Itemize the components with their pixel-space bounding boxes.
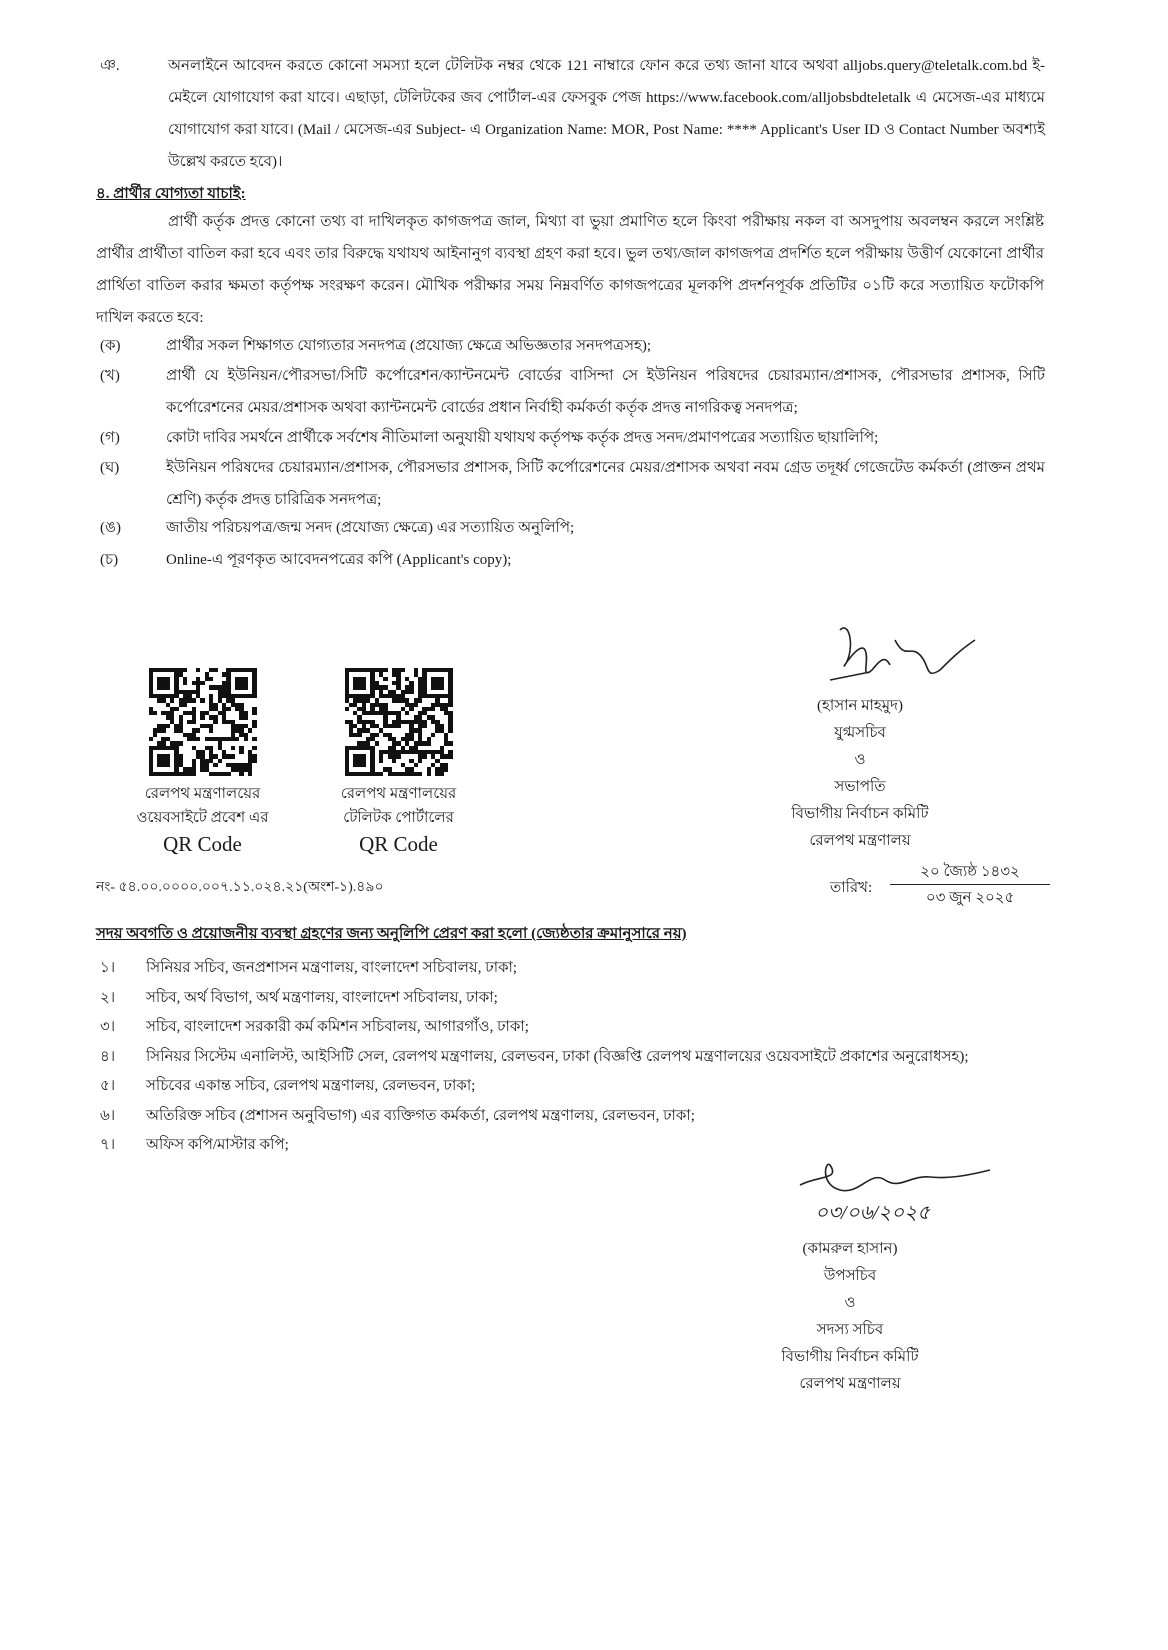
signatory-2-block <box>745 1236 955 1398</box>
item-marker: ঞ. <box>100 58 120 74</box>
qr-code-image <box>345 668 453 776</box>
list-text: জাতীয় পরিচয়পত্র/জন্ম সনদ (প্রযোজ্য ক্ষেত্রে) এর সত্যায়িত অনুলিপি; <box>166 520 575 536</box>
item-nya <box>100 50 1045 178</box>
list-item <box>100 452 1045 516</box>
list-item <box>100 330 1045 362</box>
qr-label: QR Code <box>359 832 438 856</box>
signatory-1-block <box>760 693 960 855</box>
copy-text: সিনিয়র সচিব, জনপ্রশাসন মন্ত্রণালয়, বাংলাদেশ সচিবালয়, ঢাকা; <box>146 960 518 976</box>
copy-number: ১। <box>100 960 116 976</box>
list-marker: (ঙ) <box>100 520 121 536</box>
list-item <box>100 422 1045 454</box>
signatory-name: (হাসান মাহমুদ) <box>817 698 903 714</box>
copies-heading: সদয় অবগতি ও প্রয়োজনীয় ব্যবস্থা গ্রহণের জন্য অনুলিপি প্রেরণ করা হলো (জ্যেষ্ঠতার ক্রমানুসারে নয়) <box>96 926 687 942</box>
signatory-role: সদস্য সচিব <box>816 1322 884 1338</box>
signatory-designation: উপসচিব <box>823 1268 877 1284</box>
date-bangla: ২০ জ্যৈষ্ঠ ১৪৩২ <box>890 860 1050 885</box>
copy-text: অতিরিক্ত সচিব (প্রশাসন অনুবিভাগ) এর ব্যক্তিগত কর্মকর্তা, রেলপথ মন্ত্রণালয়, রেলভবন, ঢাকা; <box>146 1107 695 1124</box>
date-english: ০৩ জুন ২০২৫ <box>925 890 1015 906</box>
signatory-and: ও <box>844 1295 856 1311</box>
copy-number: ৫। <box>100 1078 116 1094</box>
memo-number: নং- ৫৪.০০.০০০০.০০৭.১১.০২৪.২১(অংশ-১).৪৯০ <box>96 880 384 895</box>
signatory-name: (কামরুল হাসান) <box>802 1241 898 1257</box>
qr-block-portal <box>316 668 481 858</box>
copy-text: সিনিয়র সিস্টেম এনালিস্ট, আইসিটি সেল, রেলপথ মন্ত্রণালয়, রেলভবন, ঢাকা (বিজ্ঞপ্তি রেলপথ মন্ত্রণালয়ের ওয়েবসাইটে প্রকাশের অনুরোধসহ); <box>146 1048 969 1065</box>
signatory-ministry: রেলপথ মন্ত্রণালয় <box>799 1376 901 1392</box>
item-nya-text: অনলাইনে আবেদন করতে কোনো সমস্যা হলে টেলিটক নম্বর থেকে 121 নাম্বারে ফোন করে তথ্য জানা যাবে অথবা alljobs.query@teletalk.com.bd ই-মেইলে যোগাযোগ করা যাবে। এছাড়া, টেলিটকের জব পোর্টাল-এর ফেসবুক পেজ https://www.facebook.com/alljobsbdteletalk এ মেসেজ-এর মাধ্যমে যোগাযোগ করা যাবে। (Mail / মেসেজ-এর Subject- এ Organization Name: MOR, Post Name: **** Applicant's User ID ও Contact Number অবশ্যই উল্লেখ করতে হবে)। <box>168 58 1045 170</box>
qr-code-image <box>149 668 257 776</box>
copy-text: অফিস কপি/মাস্টার কপি; <box>146 1137 289 1153</box>
copy-number: ৩। <box>100 1019 116 1035</box>
list-text: প্রার্থী যে ইউনিয়ন/পৌরসভা/সিটি কর্পোরেশন/ক্যান্টনমেন্ট বোর্ডের বাসিন্দা সে ইউনিয়ন পরিষদের চেয়ারম্যান/প্রশাসক, পৌরসভার প্রশাসক, সিটি কর্পোরেশনের মেয়র/প্রশাসক অথবা ক্যান্টনমেন্ট বোর্ডের প্রধান নির্বাহী কর্মকর্তা কর্তৃক প্রদত্ত নাগরিকত্ব সনদপত্র; <box>166 368 1045 416</box>
signatory-role: সভাপতি <box>834 779 886 795</box>
section-paragraph: প্রার্থী কর্তৃক প্রদত্ত কোনো তথ্য বা দাখিলকৃত কাগজপত্র জাল, মিথ্যা বা ভুয়া প্রমাণিত হলে কিংবা পরীক্ষায় নকল বা অসদুপায় অবলম্বন করলে সংশ্লিষ্ট প্রার্থীর প্রার্থীতা বাতিল করা হবে এবং তার বিরুদ্ধে যথাযথ আইনানুগ ব্যবস্থা গ্রহণ করা হবে। ভুল তথ্য/জাল কাগজপত্র প্রদর্শিত হলে পরীক্ষায় উত্তীর্ণ যেকোনো প্রার্থীর প্রার্থিতা বাতিল করার ক্ষমতা কর্তৃপক্ষ সংরক্ষণ করেন। মৌখিক পরীক্ষার সময় নিম্নবর্ণিত কাগজপত্রের মূলকপি প্রদর্শনপূর্বক প্রতিটির ০১টি করে সত্যায়িত ফটোকপি দাখিল করতে হবে: <box>96 214 1044 326</box>
list-marker: (ক) <box>100 338 121 354</box>
list-text: প্রার্থীর সকল শিক্ষাগত যোগ্যতার সনদপত্র (প্রযোজ্য ক্ষেত্রে অভিজ্ঞতার সনদপত্রসহ); <box>166 338 652 354</box>
signature-1 <box>810 610 990 700</box>
list-marker: (খ) <box>100 368 120 384</box>
signatory-and: ও <box>854 752 866 768</box>
qr-caption: ওয়েবসাইটে প্রবেশ এর <box>136 810 269 826</box>
qr-block-website <box>120 668 285 858</box>
list-marker: (ঘ) <box>100 460 120 476</box>
signatory-designation: যুগ্মসচিব <box>834 725 886 741</box>
qr-caption: রেলপথ মন্ত্রণালয়ের <box>340 786 457 802</box>
list-text: কোটা দাবির সমর্থনে প্রার্থীকে সর্বশেষ নীতিমালা অনুযায়ী যথাযথ কর্তৃপক্ষ কর্তৃক প্রদত্ত সনদ/প্রমাণপত্রের সত্যায়িত ছায়ালিপি; <box>166 430 879 446</box>
list-item <box>100 360 1045 424</box>
signatory-committee: বিভাগীয় নির্বাচন কমিটি <box>781 1349 919 1365</box>
qr-caption: টেলিটক পোর্টালের <box>343 810 454 826</box>
copy-number: ৪। <box>100 1048 116 1065</box>
section-heading: ৪. প্রার্থীর যোগ্যতা যাচাই: <box>96 186 246 202</box>
copy-number: ৭। <box>100 1137 116 1153</box>
qr-label: QR Code <box>163 832 242 856</box>
copy-text: সচিব, বাংলাদেশ সরকারী কর্ম কমিশন সচিবালয়, আগারগাঁও, ঢাকা; <box>146 1019 529 1035</box>
list-text: Online-এ পূরণকৃত আবেদনপত্রের কপি (Applicant's copy); <box>166 552 512 568</box>
list-text: ইউনিয়ন পরিষদের চেয়ারম্যান/প্রশাসক, পৌরসভার প্রশাসক, সিটি কর্পোরেশনের মেয়র/প্রশাসক অথবা নবম গ্রেড তদূর্ধ্ব গেজেটেড কর্মকর্তা (প্রাক্তন প্রথম শ্রেণি) কর্তৃক প্রদত্ত চারিত্রিক সনদপত্র; <box>166 460 1045 508</box>
copy-text: সচিবের একান্ত সচিব, রেলপথ মন্ত্রণালয়, রেলভবন, ঢাকা; <box>146 1078 476 1094</box>
copy-number: ২। <box>100 989 116 1006</box>
signatory-ministry: রেলপথ মন্ত্রণালয় <box>809 833 911 849</box>
copy-text: সচিব, অর্থ বিভাগ, অর্থ মন্ত্রণালয়, বাংলাদেশ সচিবালয়, ঢাকা; <box>146 989 498 1006</box>
qr-caption: রেলপথ মন্ত্রণালয়ের <box>144 786 261 802</box>
list-item <box>100 544 1045 576</box>
date-label: তারিখ: <box>830 880 873 896</box>
list-marker: (চ) <box>100 552 119 568</box>
list-item <box>100 512 1045 544</box>
signatory-committee: বিভাগীয় নির্বাচন কমিটি <box>791 806 929 822</box>
copy-number: ৬। <box>100 1107 116 1124</box>
signature-date: ০৩/০৬/২০২৫ <box>815 1202 931 1224</box>
date-block <box>890 860 1050 911</box>
list-marker: (গ) <box>100 430 120 446</box>
